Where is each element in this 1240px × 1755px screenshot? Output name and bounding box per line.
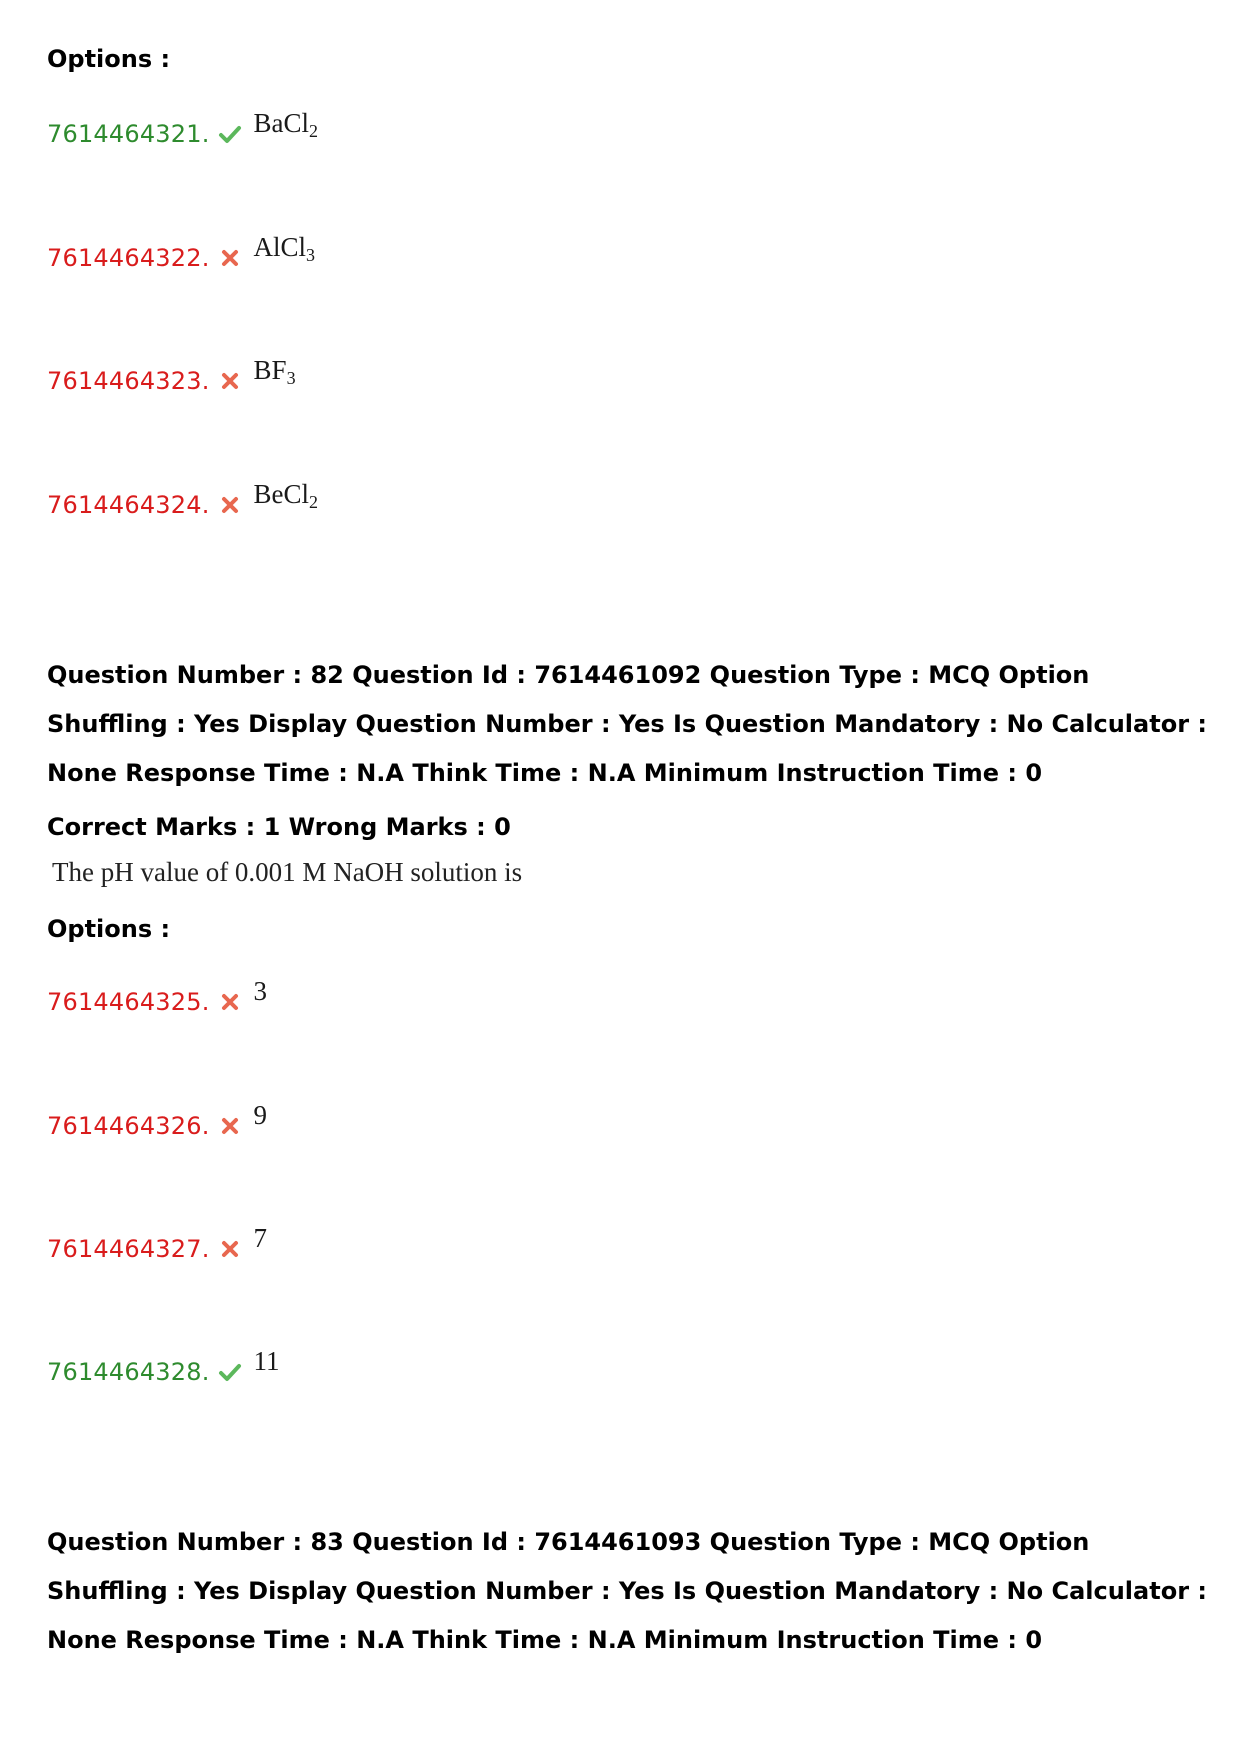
option-row xyxy=(47,479,319,531)
option-id: 7614464321. xyxy=(47,120,210,148)
marks-info: Correct Marks : 1 Wrong Marks : 0 xyxy=(47,813,511,841)
option-row xyxy=(47,1223,268,1275)
options-label: Options : xyxy=(47,915,171,943)
cross-icon xyxy=(218,493,242,517)
option-value: 9 xyxy=(253,1100,268,1130)
option-id: 7614464325. xyxy=(47,988,210,1016)
option-row xyxy=(47,1346,280,1398)
option-row xyxy=(47,108,319,160)
option-id: 7614464328. xyxy=(47,1358,210,1386)
cross-icon xyxy=(218,990,242,1014)
question-text: The pH value of 0.001 M NaOH solution is xyxy=(52,857,523,887)
option-row xyxy=(47,355,296,407)
option-formula: BaCl$_2$ xyxy=(253,108,319,141)
cross-icon xyxy=(218,369,242,393)
option-id: 7614464323. xyxy=(47,367,210,395)
option-id: 7614464326. xyxy=(47,1112,210,1140)
option-row xyxy=(47,232,316,284)
option-formula: BeCl$_2$ xyxy=(253,479,319,512)
options-label: Options : xyxy=(47,45,171,73)
cross-icon xyxy=(218,1237,242,1261)
option-value: 7 xyxy=(253,1223,268,1253)
cross-icon xyxy=(218,1114,242,1138)
question-metadata: Question Number : 82 Question Id : 7614461092 Question Type : MCQ Option Shuffling : Yes Display Question Number : Yes Is Question Mandatory : No Calculator : None Response Time : N.A Think Time : N.A Minimum Instruction Time : 0 xyxy=(47,661,1207,787)
option-value: 3 xyxy=(253,976,268,1006)
option-value: 11 xyxy=(253,1346,280,1376)
cross-icon xyxy=(218,246,242,270)
option-formula: AlCl$_3$ xyxy=(253,232,316,265)
checkmark-icon xyxy=(218,122,242,146)
question-metadata: Question Number : 83 Question Id : 7614461093 Question Type : MCQ Option Shuffling : Yes Display Question Number : Yes Is Question Mandatory : No Calculator : None Response Time : N.A Think Time : N.A Minimum Instruction Time : 0 xyxy=(47,1528,1207,1654)
option-row xyxy=(47,976,268,1028)
checkmark-icon xyxy=(218,1360,242,1384)
option-formula: $BF_3$ xyxy=(253,355,296,388)
option-id: 7614464324. xyxy=(47,491,210,519)
option-id: 7614464327. xyxy=(47,1235,210,1263)
option-row xyxy=(47,1100,268,1152)
option-id: 7614464322. xyxy=(47,244,210,272)
